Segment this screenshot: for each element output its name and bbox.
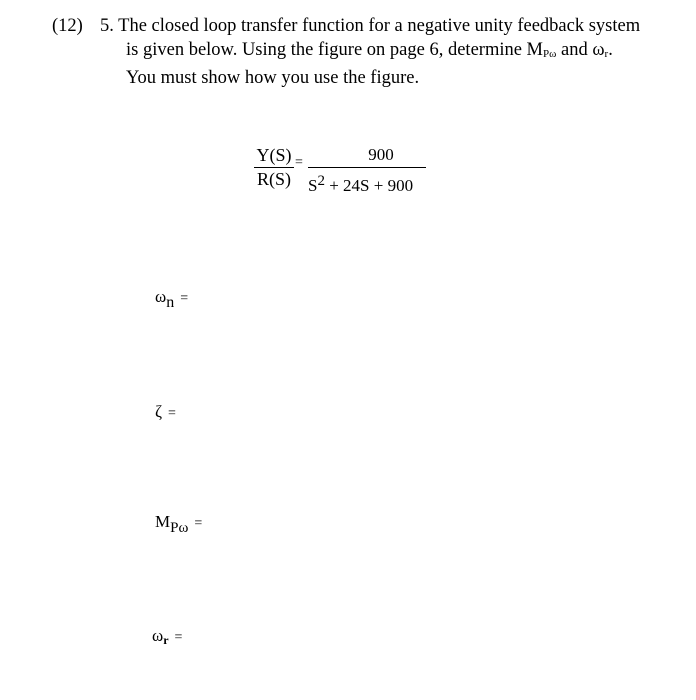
points-label: (12): [52, 16, 83, 36]
lhs-numerator: Y(S): [254, 144, 294, 168]
question-line-2: is given below. Using the figure on page 6, determine $M_{P\omega}$ and $\omega_r$.: [126, 40, 613, 60]
omega-n-label: ωn =: [155, 287, 189, 311]
rhs-numerator: 900: [308, 144, 426, 168]
lhs-fraction: [254, 144, 294, 190]
rhs-fraction: [308, 144, 426, 199]
equals-sign: =: [295, 155, 303, 170]
omega-r-label: $\omega_r$ =: [152, 626, 183, 647]
rhs-denominator: $S^2 + 24S + 900$: [308, 173, 414, 195]
question-text: [52, 14, 682, 90]
lhs-denominator: R(S): [256, 169, 291, 189]
mp-omega-label: MPω =: [155, 512, 203, 536]
transfer-function: [254, 144, 454, 204]
question-line-3: You must show how you use the figure.: [126, 68, 420, 88]
question-line-1: (12) 5. The closed loop transfer function for a negative unity feedback system: [52, 16, 641, 36]
zeta-label: ζ =: [155, 402, 176, 421]
